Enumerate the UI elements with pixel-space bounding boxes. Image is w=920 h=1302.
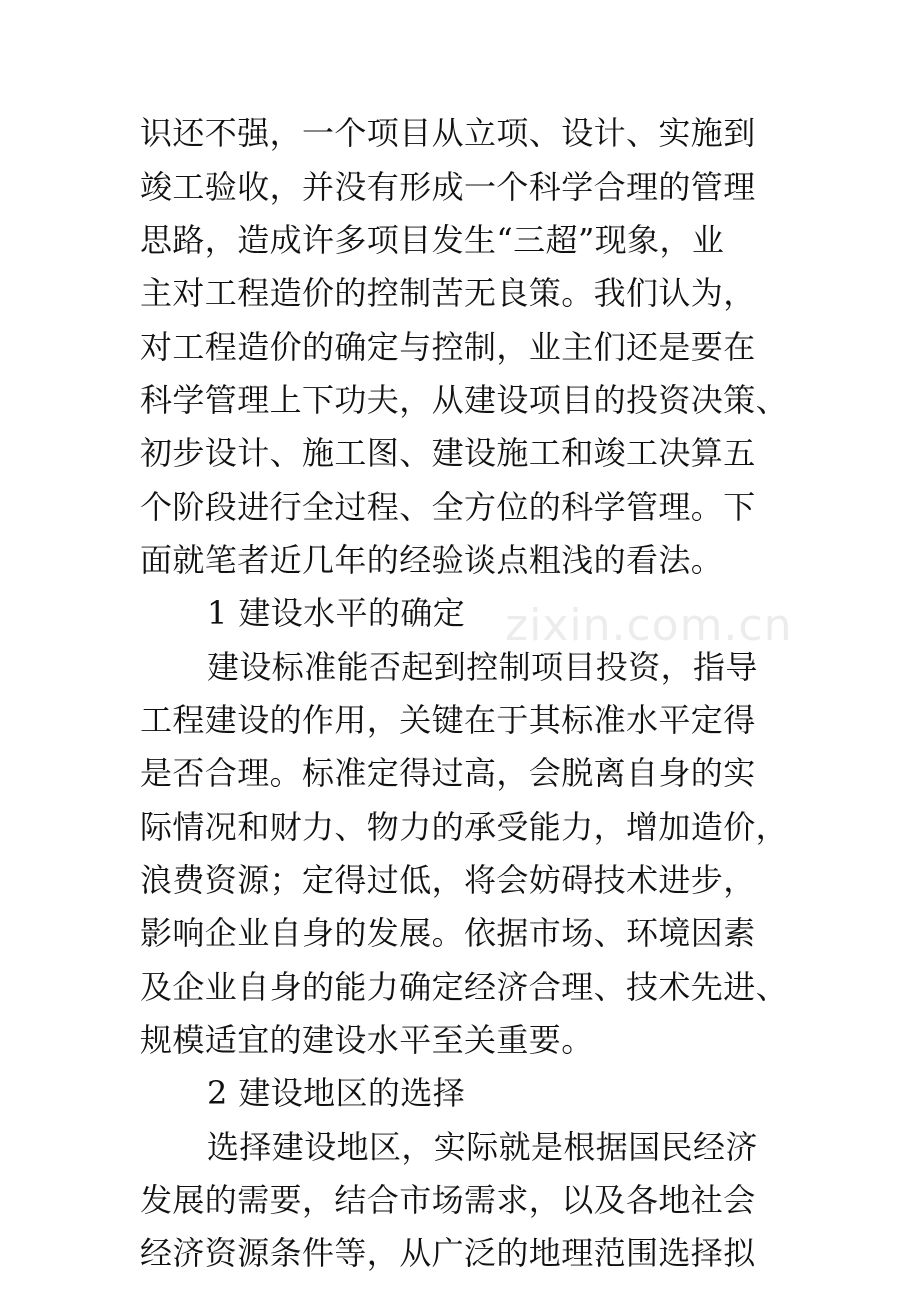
paragraph-line: 竣工验收，并没有形成一个科学合理的管理	[140, 168, 756, 206]
paragraph-line: 主对工程造价的控制苦无良策。我们认为，	[140, 274, 756, 312]
section-heading: 1 建设水平的确定	[207, 594, 466, 632]
paragraph-line: 个阶段进行全过程、全方位的科学管理。下	[140, 488, 756, 526]
paragraph-line: 面就笔者近几年的经验谈点粗浅的看法。	[140, 541, 724, 579]
paragraph-line: 经济资源条件等，从广泛的地理范围选择拟	[140, 1234, 756, 1272]
paragraph-line: 对工程造价的确定与控制，业主们还是要在	[140, 328, 756, 366]
paragraph-line: 及企业自身的能力确定经济合理、技术先进、	[140, 968, 789, 1006]
watermark: zixin.com.cn	[505, 600, 793, 651]
paragraph-line: 选择建设地区，实际就是根据国民经济	[207, 1128, 758, 1166]
paragraph-line: 识还不强，一个项目从立项、设计、实施到	[140, 114, 756, 152]
paragraph-line: 初步设计、施工图、建设施工和竣工决算五	[140, 434, 756, 472]
paragraph-line: 建设标准能否起到控制项目投资，指导	[207, 648, 758, 686]
paragraph-line: 际情况和财力、物力的承受能力，增加造价，	[140, 808, 789, 846]
paragraph-line: 浪费资源；定得过低，将会妨碍技术进步，	[140, 861, 756, 899]
paragraph-line: 发展的需要，结合市场需求，以及各地社会	[140, 1181, 756, 1219]
paragraph-line: 科学管理上下功夫，从建设项目的投资决策、	[140, 381, 789, 419]
paragraph-line: 规模适宜的建设水平至关重要。	[140, 1021, 594, 1059]
paragraph-line: 影响企业自身的发展。依据市场、环境因素	[140, 914, 756, 952]
paragraph-line: 思路，造成许多项目发生“三超”现象，业	[140, 221, 725, 259]
section-heading: 2 建设地区的选择	[207, 1074, 466, 1112]
paragraph-line: 是否合理。标准定得过高，会脱离自身的实	[140, 754, 756, 792]
paragraph-line: 工程建设的作用，关键在于其标准水平定得	[140, 701, 756, 739]
